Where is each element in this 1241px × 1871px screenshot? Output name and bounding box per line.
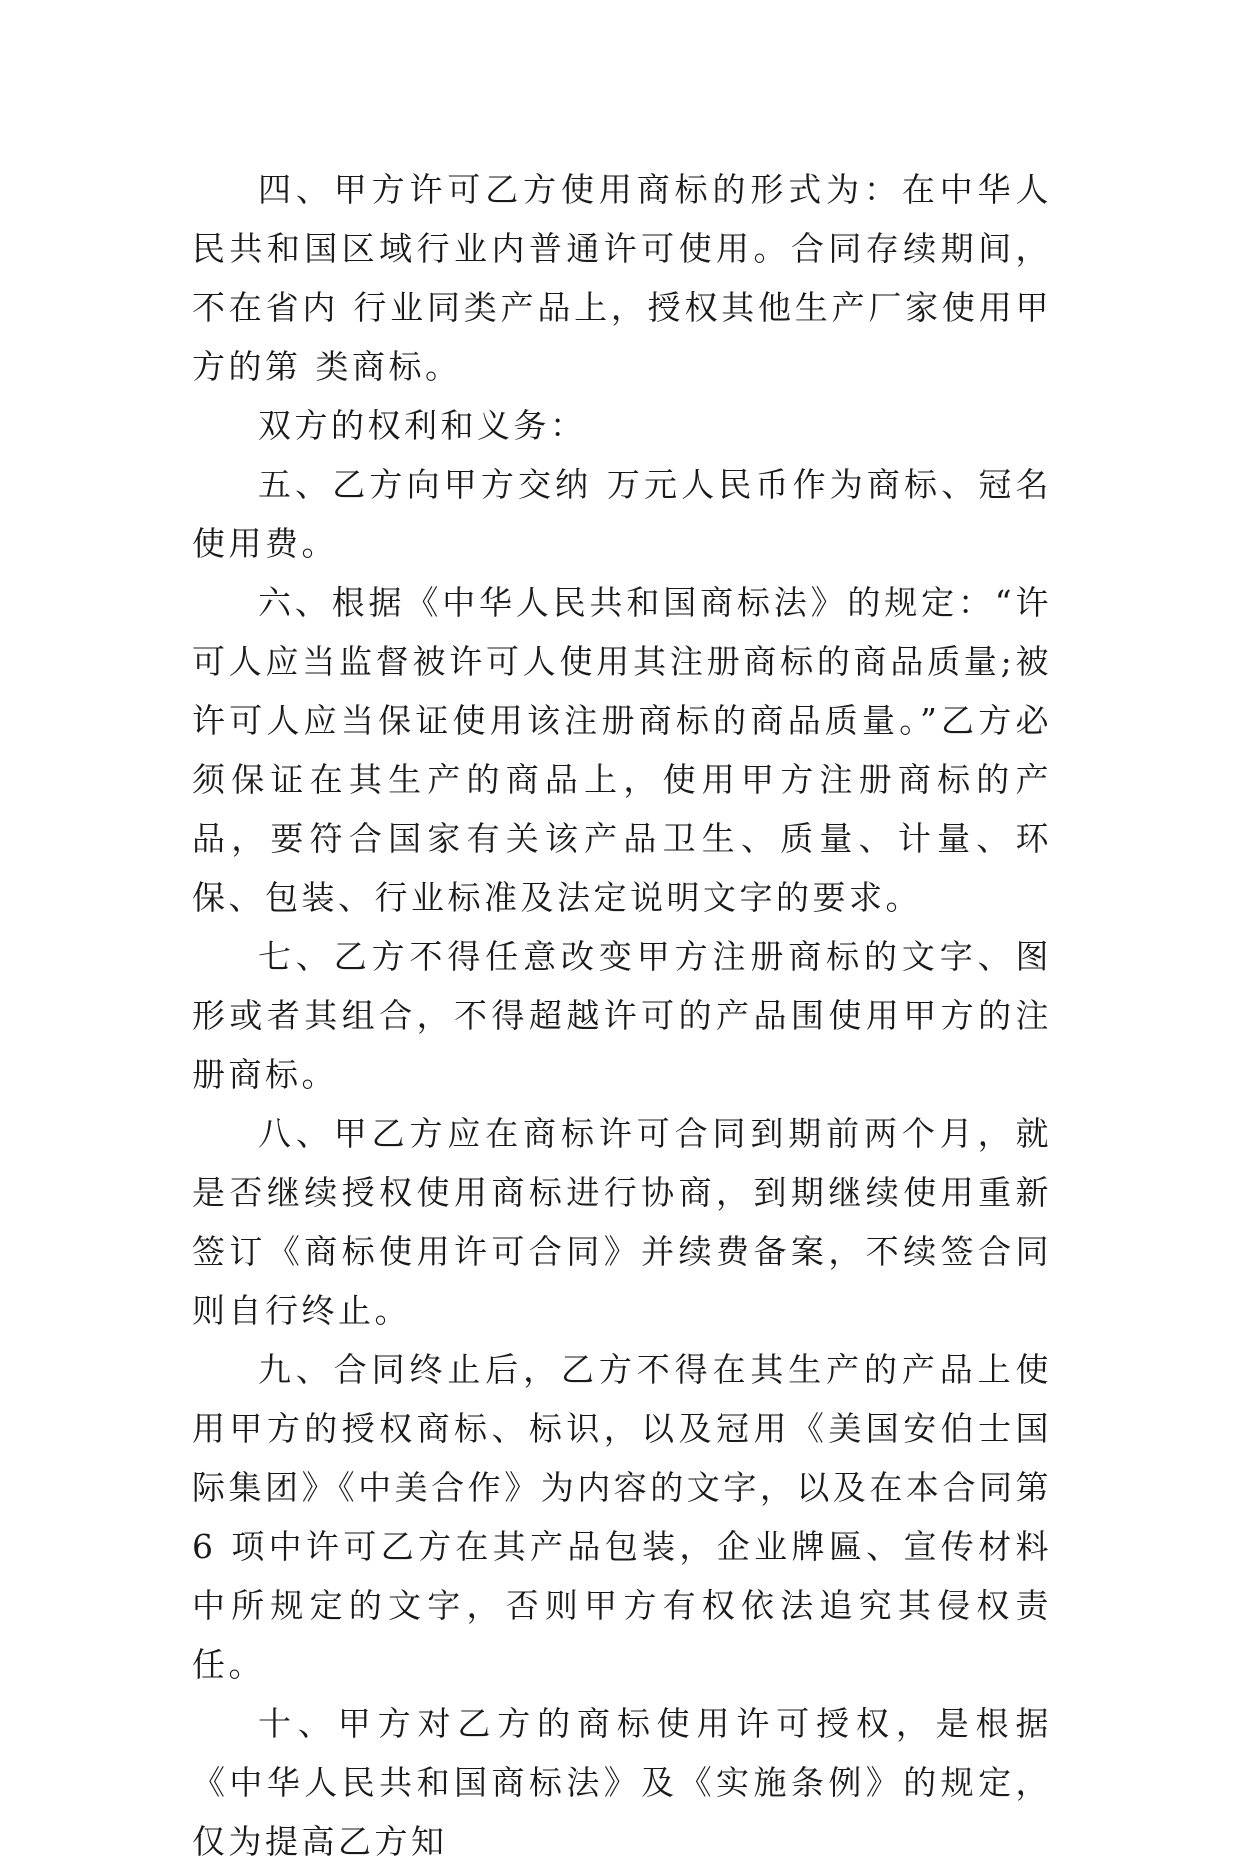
clause-ten-paragraph: 十、甲方对乙方的商标使用许可授权，是根据《中华人民共和国商标法》及《实施条例》的规定，仅为提高乙方知	[192, 1704, 1052, 1861]
document-body	[192, 160, 1052, 1871]
rights-obligations-heading: 双方的权利和义务：	[258, 406, 587, 445]
clause-four-paragraph: 四、甲方许可乙方使用商标的形式为：在中华人民共和国区域行业内普通许可使用。合同存续期间，不在省内 行业同类产品上，授权其他生产厂家使用甲方的第 类商标。	[192, 170, 1052, 386]
clause-eight-paragraph: 八、甲乙方应在商标许可合同到期前两个月，就是否继续授权使用商标进行协商，到期继续使用重新签订《商标使用许可合同》并续费备案，不续签合同则自行终止。	[192, 1114, 1052, 1330]
clause-six-paragraph: 六、根据《中华人民共和国商标法》的规定：“许可人应当监督被许可人使用其注册商标的商品质量;被许可人应当保证使用该注册商标的商品质量。”乙方必须保证在其生产的商品上，使用甲方注册商标的产品，要符合国家有关该产品卫生、质量、计量、环保、包装、行业标准及法定说明文字的要求。	[192, 583, 1052, 917]
clause-seven-paragraph: 七、乙方不得任意改变甲方注册商标的文字、图形或者其组合，不得超越许可的产品围使用甲方的注册商标。	[192, 937, 1052, 1094]
clause-nine-paragraph: 九、合同终止后，乙方不得在其生产的产品上使用甲方的授权商标、标识，以及冠用《美国安伯士国际集团》《中美合作》为内容的文字，以及在本合同第 6 项中许可乙方在其产品包装，企业牌匾、宣传材料中所规定的文字，否则甲方有权依法追究其侵权责任。	[192, 1350, 1052, 1684]
clause-five-paragraph: 五、乙方向甲方交纳 万元人民币作为商标、冠名使用费。	[192, 465, 1052, 563]
